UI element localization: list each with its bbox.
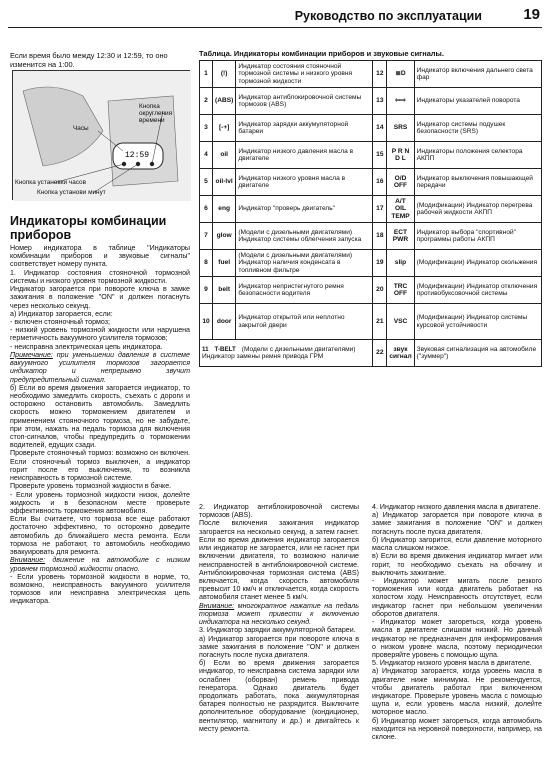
page-number: 19 bbox=[523, 6, 540, 23]
indicator-number: 2 bbox=[200, 88, 213, 115]
indicator-description: Индикатор зарядки аккумуляторной батареи bbox=[236, 115, 373, 142]
note-lead: Примечание: bbox=[10, 350, 53, 359]
indicator-number: 15 bbox=[373, 142, 387, 169]
indicator-number: 1 bbox=[200, 61, 213, 88]
indicator-description: Индикаторы указателей поворота bbox=[414, 88, 541, 115]
indicator-description: Звуковая сигнализация на автомобиле ("зуммер") bbox=[414, 340, 541, 367]
paragraph: - Индикатор может загореться, когда уровень масла в двигателе слишком низкий. Но данный индикатор не предназначен для информирования о низком уровне масла, поэтому периодически проверяйте уровень с помощью щупа. bbox=[372, 618, 542, 659]
indicator-icon: (!) bbox=[213, 61, 236, 88]
indicator-icon: oil-lvl bbox=[213, 169, 236, 196]
indicator-number: 13 bbox=[373, 88, 387, 115]
indicator-description: (Модели с дизельными двигателями) Индикатор системы облегчения запуска bbox=[236, 223, 373, 250]
indicator-icon: VSC bbox=[387, 304, 414, 340]
indicator-icon: звук сигнал bbox=[387, 340, 414, 367]
indicator-description: Индикатор низкого уровня масла в двигателе bbox=[236, 169, 373, 196]
note-lead: Внимание: bbox=[10, 556, 46, 565]
paragraph: б) Индикатор загорится, если давление моторного масла слишком низкое. bbox=[372, 535, 542, 553]
top-note bbox=[10, 52, 190, 70]
note-text: многократное нажатие на педаль тормоза может привести к включению индикатора на несколько секунд. bbox=[199, 601, 359, 627]
page-header bbox=[8, 6, 542, 28]
indicator-description: Индикатор антиблокировочной системы тормозов (ABS) bbox=[236, 88, 373, 115]
table-row bbox=[200, 304, 542, 340]
paragraph: - Индикатор может мигать после резкого торможения или когда двигатель работает на холостом ходу. Неисправность отсутствует, если индикатор гаснет при небольшом увеличении оборотов двигателя. bbox=[372, 576, 542, 618]
indicator-number: 21 bbox=[373, 304, 387, 340]
note-top-text: Если время было между 12:30 и 12:59, то оно изменится на 1:00. bbox=[10, 51, 168, 69]
paragraph: - неисправна электрическая цепь индикатора. bbox=[10, 342, 163, 351]
indicator-number: 9 bbox=[200, 277, 213, 304]
indicator-icon: door bbox=[213, 304, 236, 340]
svg-text:12:59: 12:59 bbox=[125, 151, 150, 160]
middle-column-text bbox=[199, 503, 359, 733]
indicator-description: Индикаторы положения селектора АКПП bbox=[414, 142, 541, 169]
paragraph: - Если уровень тормозной жидкости низок, долейте жидкость и в безопасном месте проверьте эффективность торможения автомобиля. bbox=[10, 490, 190, 515]
indicator-row11-cell bbox=[200, 340, 373, 367]
indicator-number: 7 bbox=[200, 223, 213, 250]
note-text: движение на автомобиле с низким уровнем тормозной жидкости опасно. bbox=[10, 556, 190, 573]
indicator-description: (Модели с дизельными двигателями) Индикатор наличия конденсата в топливном фильтре bbox=[236, 250, 373, 277]
right-column-text bbox=[372, 503, 542, 741]
indicator-number: 12 bbox=[373, 61, 387, 88]
indicator-description: Индикатор системы подушек безопасности (SRS) bbox=[414, 115, 541, 142]
indicator-number: 14 bbox=[373, 115, 387, 142]
indicator-icon: P R N D L bbox=[387, 142, 414, 169]
indicator-description: (Модификации) Индикатор перегрева рабочей жидкости АКПП bbox=[414, 196, 541, 223]
clock-figure bbox=[12, 70, 190, 200]
indicator-description: Индикатор включения дальнего света фар bbox=[414, 61, 541, 88]
paragraph: Если Вы считаете, что тормоза все еще работают достаточно эффективно, то осторожно доведите автомобиль до ближайшего места ремонта. Если тормоза не работают, то автомобиль необходимо эвакуировать для ремонта. bbox=[10, 515, 190, 557]
indicator-number: 4 bbox=[200, 142, 213, 169]
indicator-icon: [-+] bbox=[213, 115, 236, 142]
indicator-description: Индикатор выбора "спортивной" программы работы АКПП bbox=[414, 223, 541, 250]
indicator-number: 5 bbox=[200, 169, 213, 196]
table-row bbox=[200, 223, 542, 250]
table-row bbox=[200, 196, 542, 223]
section-title: Индикаторы комбинации приборов bbox=[10, 214, 167, 242]
table-row bbox=[200, 250, 542, 277]
paragraph: Индикатор загорается при повороте ключа в замке зажигания в положение "ON" и должен погаснуть через несколько секунд. bbox=[10, 285, 190, 310]
indicator-number: 20 bbox=[373, 277, 387, 304]
indicator-description: Индикатор выключения повышающей передачи bbox=[414, 169, 541, 196]
indicator-number: 3 bbox=[200, 115, 213, 142]
table-row bbox=[200, 277, 542, 304]
indicator-icon: A/T OIL TEMP bbox=[387, 196, 414, 223]
label-hour-button: Кнопка установки часов bbox=[15, 179, 86, 186]
indicator-description: (Модификации) Индикатор скольжения bbox=[414, 250, 541, 277]
paragraph: 5. Индикатор низкого уровня масла в двигателе. bbox=[372, 659, 532, 668]
table-row bbox=[200, 142, 542, 169]
page-title: Руководство по эксплуатации bbox=[294, 9, 482, 23]
paragraph: а) Индикатор загорается, когда уровень масла в двигателе ниже минимума. Не рекомендуется, чтобы двигатель работал при включенном индикаторе. Проверьте уровень масла с помощью щупа и, если уровень масла низкий, долейте моторное масло. bbox=[372, 667, 542, 717]
note-paragraph bbox=[10, 556, 190, 572]
table-row bbox=[200, 61, 542, 88]
table-title: Таблица. Индикаторы комбинации приборов и звуковые сигналы. bbox=[199, 49, 444, 58]
note-paragraph bbox=[199, 602, 359, 627]
indicator-number: 16 bbox=[373, 169, 387, 196]
paragraph: - низкий уровень тормозной жидкости или нарушена герметичность вакуумного усилителя тормозов; bbox=[10, 326, 190, 343]
indicator-description: Индикатор непристегнутого ремня безопасности водителя bbox=[236, 277, 373, 304]
indicator-number: 18 bbox=[373, 223, 387, 250]
paragraph: 2. Индикатор антиблокировочной системы тормозов (ABS). bbox=[199, 503, 359, 520]
left-column-text bbox=[10, 244, 190, 606]
paragraph: Проверьте стояночный тормоз: возможно он включен. Если стояночный тормоз выключен, а индикатор горит после его выключения, то возникла неисправность в тормозной системе. bbox=[10, 449, 190, 483]
indicator-icon: ECT PWR bbox=[387, 223, 414, 250]
paragraph: б) Индикатор может загореться, когда автомобиль находится на неровной поверхности, например, на склоне. bbox=[372, 716, 542, 742]
indicator-number: 8 bbox=[200, 250, 213, 277]
paragraph: Номер индикатора в таблице "Индикаторы комбинации приборов и звуковые сигналы" соответствует номеру пункта. bbox=[10, 244, 190, 269]
indicator-number: 22 bbox=[373, 340, 387, 367]
indicator-description: (Модификации) Индикатор отключения противобуксовочной системы bbox=[414, 277, 541, 304]
indicator-description: (Модели с дизельными двигателями) Индикатор замены ремня привода ГРМ bbox=[202, 345, 356, 361]
indicator-icon: O/D OFF bbox=[387, 169, 414, 196]
table-row bbox=[200, 340, 542, 367]
table-row bbox=[200, 169, 542, 196]
indicator-number: 6 bbox=[200, 196, 213, 223]
paragraph: - включен стояночный тормоз; bbox=[10, 317, 110, 326]
label-clock: Часы bbox=[73, 125, 89, 132]
indicator-number: 19 bbox=[373, 250, 387, 277]
note-lead: Внимание: bbox=[199, 601, 235, 610]
table-row bbox=[200, 115, 542, 142]
indicator-table bbox=[199, 60, 542, 367]
label-minute-button: Кнопка установи минут bbox=[37, 189, 106, 196]
paragraph: 3. Индикатор зарядки аккумуляторной батареи. bbox=[199, 626, 356, 635]
paragraph: б) Если во время движения загорается индикатор, то неисправна система зарядки или ослаблен (оборван) ремень привода генератора. Однако двигатель будет продолжать работать, пока аккумуляторная батарея полностью не разрядится. Выключите дополнительное оборудование (кондиционер, вентилятор, магнитолу и др.) и двигайтесь к месту ремонта. bbox=[199, 659, 359, 733]
timing-belt-icon: T-BELT bbox=[214, 345, 236, 353]
indicator-icon: belt bbox=[213, 277, 236, 304]
indicator-icon: (ABS) bbox=[213, 88, 236, 115]
indicator-icon: ⇦⇨ bbox=[387, 88, 414, 115]
note-text: при уменьшении давления в системе вакуумного усилителя тормозов загорается индикатор и непрерывно звучит предупредительный сигнал. bbox=[10, 350, 190, 384]
indicator-description: Индикатор состояния стояночной тормозной системы и низкого уровня тормозной жидкости bbox=[236, 61, 373, 88]
indicator-description: (Модификации) Индикатор системы курсовой устойчивости bbox=[414, 304, 541, 340]
paragraph: 1. Индикатор состояния стояночной тормозной системы и низкого уровня тормозной жидкости. bbox=[10, 268, 190, 285]
indicator-number: 17 bbox=[373, 196, 387, 223]
indicator-description: Индикатор открытой или неплотно закрытой двери bbox=[236, 304, 373, 340]
indicator-icon: oil bbox=[213, 142, 236, 169]
indicator-icon: TRC OFF bbox=[387, 277, 414, 304]
paragraph: в) Если во время движения индикатор мигает или горит, то необходимо съехать на обочину и выключить зажигание. bbox=[372, 552, 542, 577]
indicator-icon: slip bbox=[387, 250, 414, 277]
paragraph: б) Если во время движения загорается индикатор, то необходимо замедлить скорость, съехать с дороги и осторожно остановить автомобиль. Замедлить скорость можно торможением двигателем и применением стояночного тормоза, но не забудьте, при этом, нажать на педаль тормоза для включения стоп-сигналов, чтобы предупредить о торможении водителей, едущих сзади. bbox=[10, 383, 190, 450]
indicator-description: Индикатор низкого давления масла в двигателе bbox=[236, 142, 373, 169]
paragraph: а) Индикатор загорается при повороте ключа в замке зажигания в положение "ON" и должен погаснуть после пуска двигателя. bbox=[199, 634, 359, 659]
paragraph: 4. Индикатор низкого давления масла в двигателе. bbox=[372, 503, 541, 511]
note-paragraph bbox=[10, 351, 190, 384]
label-round-button: Кнопка округления времени bbox=[139, 103, 173, 125]
indicator-icon: glow bbox=[213, 223, 236, 250]
paragraph: а) Индикатор загорается при повороте ключа в замке зажигания в положение "ON" и должен погаснуть после пуска двигателя. bbox=[372, 511, 542, 536]
paragraph: Проверьте уровень тормозной жидкости в бачке. bbox=[10, 482, 172, 491]
indicator-icon: eng bbox=[213, 196, 236, 223]
indicator-icon: fuel bbox=[213, 250, 236, 277]
paragraph: - Если уровень тормозной жидкости в норме, то, возможно, неисправность вакуумного усилителя тормозов или неисправна электрическая цепь индикатора. bbox=[10, 572, 190, 606]
indicator-number: 11 bbox=[202, 345, 209, 353]
indicator-number: 10 bbox=[200, 304, 213, 340]
indicator-icon: ≣D bbox=[387, 61, 414, 88]
indicator-description: Индикатор "проверь двигатель" bbox=[236, 196, 373, 223]
paragraph: а) Индикатор загорается, если: bbox=[10, 309, 113, 318]
paragraph: После включения зажигания индикатор загорается на несколько секунд, а затем гаснет. Если во время движения индикатор загорается или индикатор не загорается, или не гаснет при включении двигателя, то возможно наличие неисправностей в антиблокировочной системе. Антиблокировочная тормозная система (ABS) включается, когда скорость автомобиля превысит 10 км/ч и отключается, когда скорость автомобиля станет менее 5 км/ч. bbox=[199, 519, 359, 602]
indicator-icon: SRS bbox=[387, 115, 414, 142]
table-row bbox=[200, 88, 542, 115]
